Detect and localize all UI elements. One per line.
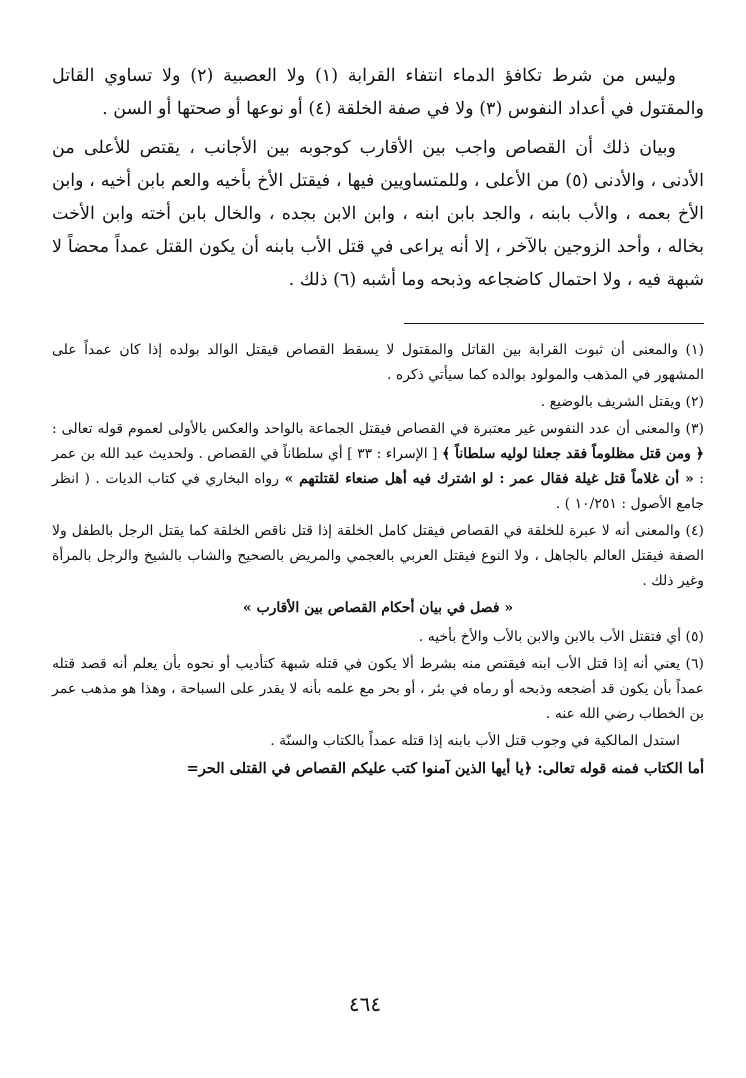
section-heading: « فصل في بيان أحكام القصاص بين الأقارب » (242, 600, 514, 616)
footnote-3-text-a: (٣) والمعنى أن عدد النفوس غير معتبرة في القصاص فيقتل الجماعة بالواحد والعكس بالأولى لعموم قوله تعالى : (52, 421, 704, 437)
footnote-6-intro: أما الكتاب فمنه قوله تعالى: (532, 760, 704, 777)
footnote-6-quran (52, 756, 704, 782)
main-paragraph-2: وبيان ذلك أن القصاص واجب بين الأقارب كوجوبه بين الأجانب ، يقتص للأعلى من الأدنى ، والأدنى (٥) من الأعلى ، وللمتساويين فيها ، فيقتل الأخ بأخيه والعم بابن أخيه ، وابن الأخ بعمه ، والأب بابنه ، والجد بابن ابنه ، وابن الابن بجده ، والخال بابن أخته وابن الأخت بخاله ، وأحد الزوجين بالآخر ، إلا أنه يراعى في قتل الأب بابنه أن يكون القتل عمداً محضاً لا شبهة فيه ، ولا احتمال كاضجاعه وذبحه وما أشبه (٦) ذلك . (52, 138, 704, 290)
footnote-separator (404, 323, 704, 324)
footnote-3-hadith: « أن غلاماً قتل غيلة فقال عمر : لو اشترك فيه أهل صنعاء لقتلتهم » (284, 471, 694, 487)
book-page (52, 60, 704, 784)
footnote-6-quran-verse: ﴿يا أيها الذين آمنوا كتب عليكم القصاص في القتلى الحر= (186, 760, 533, 777)
footnote-6-continued: استدل المالكية في وجوب قتل الأب بابنه إذا قتله عمداً بالكتاب والسنّة . (270, 733, 680, 749)
footnote-5: (٥) أي فتقتل الأب بالابن والابن بالأب والأخ بأخيه . (418, 629, 704, 645)
footnote-1: (١) والمعنى أن ثبوت القرابة بين القاتل والمقتول لا يسقط القصاص فيقتل الوالد بولده إذا كان عمداً على المشهور في المذهب والمولود بوالده كما سيأتي ذكره . (52, 342, 704, 383)
footnote-3 (52, 417, 704, 517)
footnote-6: (٦) يعني أنه إذا قتل الأب ابنه فيقتص منه بشرط ألا يكون في قتله شبهة كتأديب أو نحوه بأن يعلم أنه قصد قتله عمداً بأن يكون قد أضجعه وذبحه أو رماه في بئر ، أو بحر مع علمه بأنه لا يقدر على السباحة ، وهذا هو مذهب عمر بن الخطاب رضي الله عنه . (52, 656, 704, 722)
footnote-3-text-b: [ الإسراء : ٣٣ ] أي سلطاناً في القصاص . ولحديث عبد الله بن عمر : (52, 446, 705, 487)
page-number (0, 992, 746, 1016)
footnote-3-text-c: رواه البخاري في كتاب الديات . ( انظر جامع الأصول : ١٠/٢٥١ ) . (52, 471, 704, 512)
footnotes (52, 338, 704, 782)
page-number-text: ٤٦٤ (348, 992, 382, 1016)
main-text (52, 60, 704, 297)
main-paragraph-1: وليس من شرط تكافؤ الدماء انتفاء القرابة (١) ولا العصبية (٢) ولا تساوي القاتل والمقتول في أعداد النفوس (٣) ولا في صفة الخلقة (٤) أو نوعها أو صحتها أو السن . (52, 66, 704, 119)
footnote-3-quran-verse: ﴿ ومن قتل مظلوماً فقد جعلنا لوليه سلطاناً ﴾ (441, 446, 704, 462)
footnote-4: (٤) والمعنى أنه لا عبرة للخلقة في القصاص فيقتل كامل الخلقة إذا قتل ناقص الخلقة كما يقتل الرجل بالطفل ولا الصفة فيقتل العالم بالجاهل ، ولا النوع فيقتل العربي بالعجمي والمريض بالصحيح والشاب بالشيخ والرجل بالمرأة وغير ذلك . (52, 523, 704, 589)
footnote-2: (٢) ويقتل الشريف بالوضيع . (540, 394, 704, 410)
